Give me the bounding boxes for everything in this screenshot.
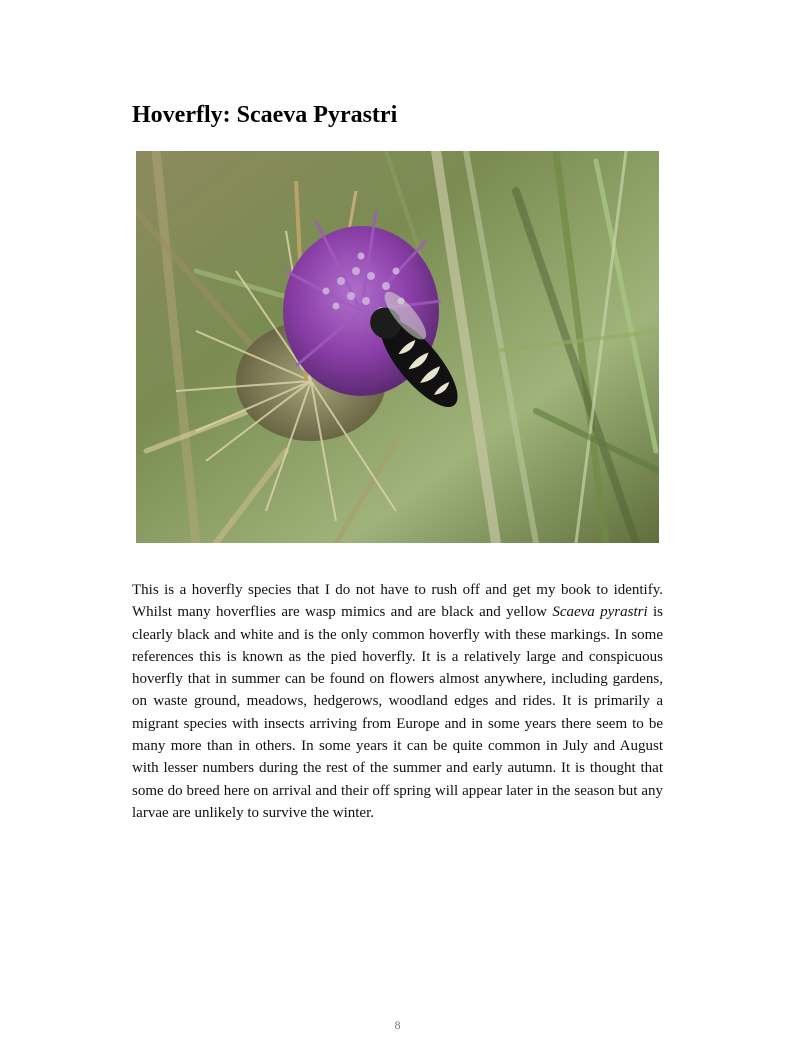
- page-number: 8: [394, 1018, 401, 1032]
- hoverfly-thistle-photo: [136, 151, 659, 543]
- photo-illustration: [136, 151, 659, 543]
- page-title: Hoverfly: Scaeva Pyrastri: [132, 102, 398, 128]
- paragraph-text-end: is clearly black and white and is the only common hoverfly with these markings. In some references this is known as the pied hoverfly. It is a relatively large and conspicuous hoverfly that in summer can be found on flowers almost anywhere, including gardens, on waste ground, meadows, hedgerows, woodland edges and rides. It is primarily a migrant species with insects arriving from Europe and in some years there seem to be many more than in others. In some years it can be quite common in July and August with lesser numbers during the rest of the summer and early autumn. It is thought that some do breed here on arrival and their off spring will appear later in the season but any larvae are unlikely to survive the winter.: [132, 604, 663, 821]
- body-paragraph: [132, 579, 663, 824]
- species-name-italic: Scaeva pyrastri: [552, 604, 648, 621]
- paragraph-text-start: This is a hoverfly species that I do not have to rush off and get my book to identify. Whilst many hoverflies are wasp mimics and are black and yellow: [132, 582, 663, 621]
